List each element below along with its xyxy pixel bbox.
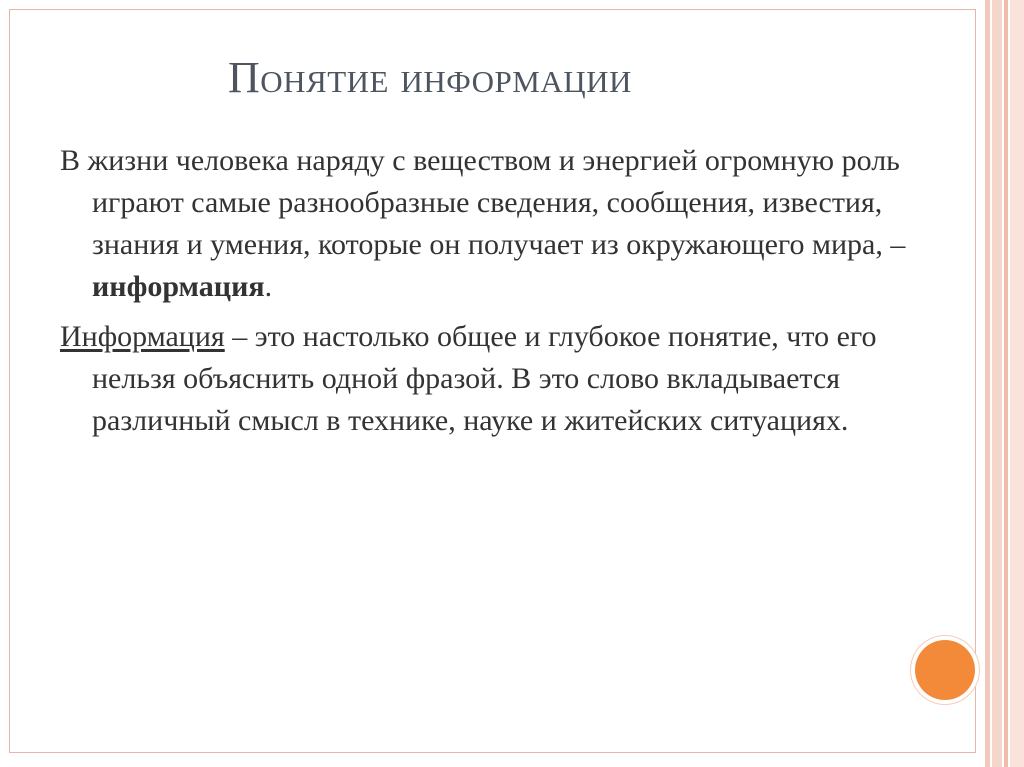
decorative-stripe bbox=[1010, 0, 1024, 767]
paragraph-information-intro bbox=[60, 140, 940, 308]
paragraph-text: – это настолько общее и глубокое понятие, что его нельзя объяснить одной фразой. В это слово вкладывается различный смысл в технике, науке и житейских ситуациях. bbox=[92, 320, 877, 437]
slide-title: Понятие информации bbox=[228, 53, 632, 102]
paragraph-text-end: . bbox=[264, 270, 273, 303]
decorative-stripe bbox=[985, 0, 990, 767]
underlined-term: Информация bbox=[60, 320, 225, 353]
slide-body bbox=[60, 140, 940, 450]
decorative-circle-icon bbox=[915, 640, 975, 700]
decorative-stripe bbox=[992, 0, 1002, 767]
paragraph-information-definition bbox=[60, 316, 940, 442]
decorative-stripe bbox=[1004, 0, 1008, 767]
emphasized-term: информация bbox=[92, 270, 265, 303]
paragraph-text: В жизни человека наряду с веществом и энергией огромную роль играют самые разнообразные сведения, сообщения, известия, знания и умения, которые он получает из окружающего мира, – bbox=[60, 144, 906, 261]
